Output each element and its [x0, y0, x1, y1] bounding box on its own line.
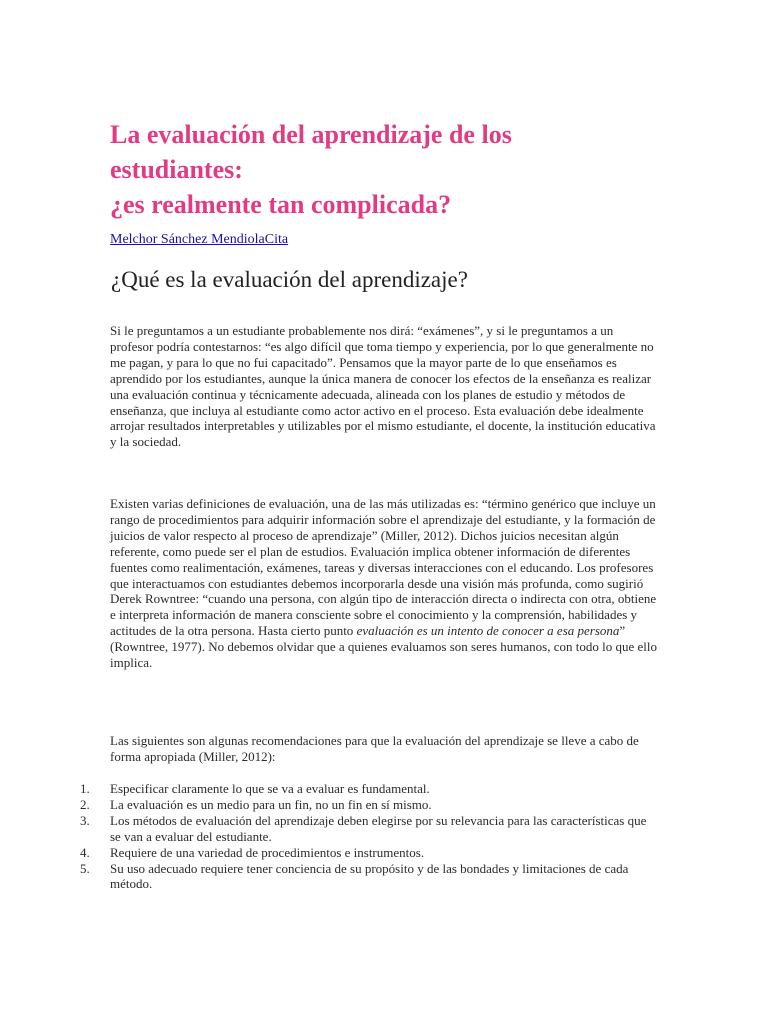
- paragraph-definitions: [110, 496, 658, 671]
- list-item-number: 4.: [80, 844, 90, 860]
- author-link[interactable]: Melchor Sánchez MendiolaCita: [110, 232, 289, 247]
- list-item: [80, 845, 660, 861]
- list-item-text: Los métodos de evaluación del aprendizaje deben elegirse por su relevancia para las características que se van a evaluar del estudiante.: [110, 812, 647, 844]
- list-item-number: 2.: [80, 796, 90, 812]
- list-item: [80, 781, 660, 797]
- list-item-number: 3.: [80, 812, 90, 828]
- document-title: [110, 117, 710, 222]
- list-item-number: 1.: [80, 781, 90, 796]
- list-item-text: Requiere de una variedad de procedimientos e instrumentos.: [110, 844, 425, 860]
- paragraph-definitions-text-b: ” (Rowntree, 1977). No debemos olvidar que a quienes evaluamos son seres humanos, con todo lo que ello implica.: [110, 623, 657, 671]
- paragraph-definitions-italic: evaluación es un intento de conocer a esa persona: [356, 623, 620, 639]
- list-item-text: Especificar claramente lo que se va a evaluar es fundamental.: [110, 781, 430, 796]
- paragraph-intro: Si le preguntamos a un estudiante probablemente nos dirá: “exámenes”, y si le preguntamos a un profesor podría contestarnos: “es algo difícil que toma tiempo y experiencia, por lo que generalmente no me pagan, y para lo que no fui capacitado”. Pensamos que la mayor parte de lo que enseñamos es aprendido por los estudiantes, aunque la única manera de conocer los efectos de la enseñanza es realizar una evaluación continua y técnicamente adecuada, alineada con los planes de estudio y métodos de enseñanza, que incluya al estudiante como actor activo en el proceso. Esta evaluación debe idealmente arrojar resultados interpretables y utilizables por el mismo estudiante, el docente, la institución educativa y la sociedad.: [110, 323, 656, 450]
- paragraph-recommendations-intro: Las siguientes son algunas recomendaciones para que la evaluación del aprendizaje se lleve a cabo de forma apropiada (Miller, 2012):: [110, 733, 639, 764]
- section-heading: ¿Qué es la evaluación del aprendizaje?: [111, 267, 468, 292]
- title-line-2: estudiantes:: [110, 155, 243, 184]
- list-item-text: Su uso adecuado requiere tener conciencia de su propósito y de las bondades y limitaciones de cada método.: [110, 860, 629, 892]
- title-line-3: ¿es realmente tan complicada?: [110, 190, 452, 219]
- list-item-text: La evaluación es un medio para un fin, no un fin en sí mismo.: [110, 796, 432, 812]
- list-item: [80, 797, 660, 813]
- paragraph-definitions-text-a: Existen varias definiciones de evaluación, una de las más utilizadas es: “término genérico que incluye un rango de procedimientos para adquirir información sobre el aprendizaje del estudiante, y la formación de juicios de valor respecto al proceso de aprendizaje” (Miller, 2012). Dichos juicios necesitan algún referente, como puede ser el plan de estudios. Evaluación implica obtener información de diferentes fuentes como realimentación, exámenes, tareas y diversas interacciones con el educando. Los profesores que interactuamos con estudiantes debemos incorporarla desde una visión más profunda, como sugirió Derek Rowntree: “cuando una persona, con algún tipo de interacción directa o indirecta con otra, obtiene e interpreta información de manera consciente sobre el conocimiento y la comprensión, habilidades y actitudes de la otra persona. Hasta cierto punto: [110, 496, 657, 639]
- list-item: [80, 813, 660, 845]
- list-item: [80, 861, 660, 893]
- recommendations-list: [80, 781, 660, 892]
- title-line-1: La evaluación del aprendizaje de los: [110, 120, 512, 149]
- list-item-number: 5.: [80, 860, 90, 876]
